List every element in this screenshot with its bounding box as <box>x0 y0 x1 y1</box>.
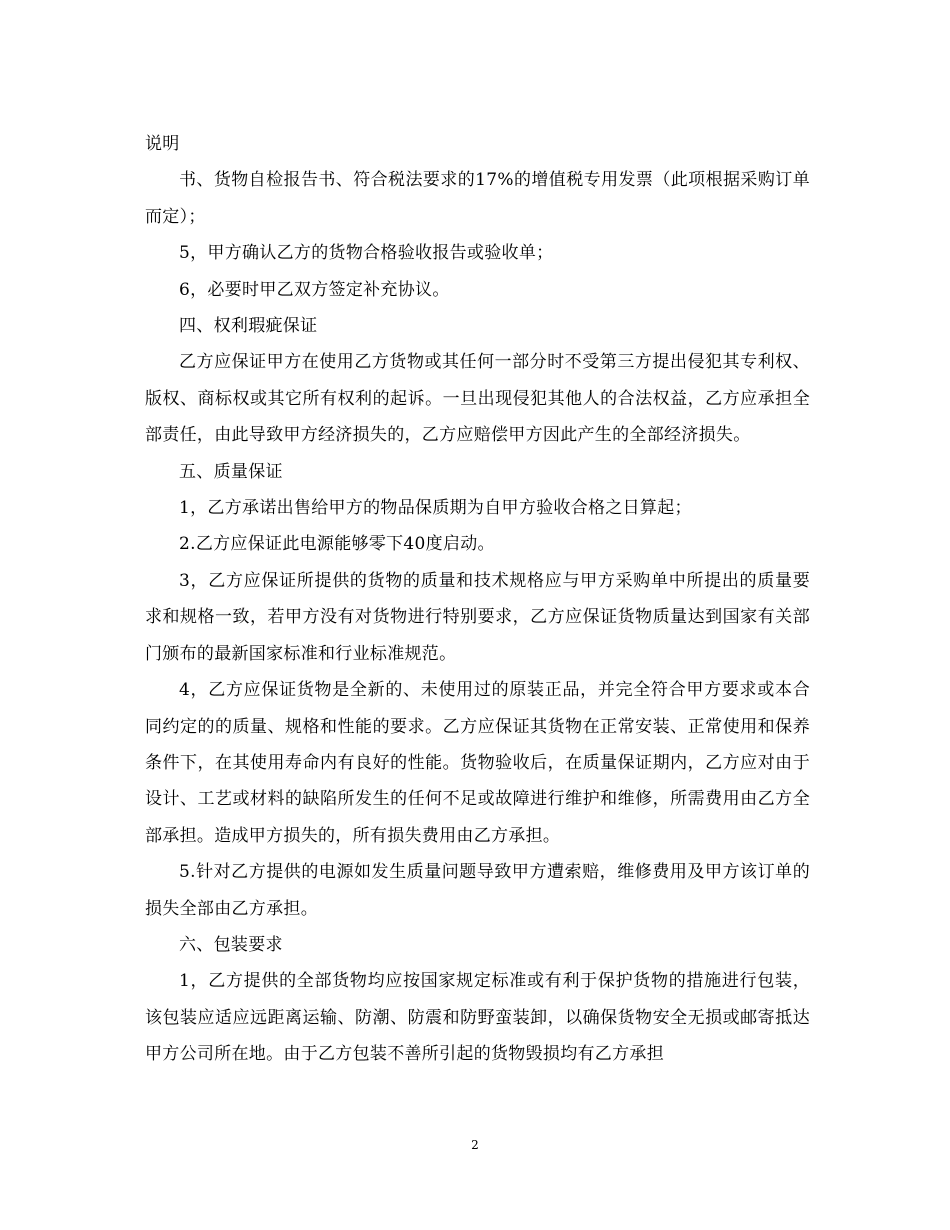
paragraph-documents-list: 书、货物自检报告书、符合税法要求的17%的增值税专用发票（此项根据采购订单而定）； <box>145 170 810 227</box>
list-item-2-cold-start: 2.乙方应保证此电源能够零下40度启动。 <box>179 534 495 555</box>
section-heading-6: 六、包装要求 <box>179 934 283 955</box>
list-item-3-quality-spec: 3，乙方应保证所提供的货物的质量和技术规格应与甲方采购单中所提出的质量要求和规格一致，若甲方没有对货物进行特别要求，乙方应保证货物质量达到国家有关部门颁布的最新国家标准和行业标准规范。 <box>145 570 810 664</box>
section-heading-4: 四、权利瑕疵保证 <box>179 316 318 337</box>
section-heading-5: 五、质量保证 <box>179 461 283 482</box>
document-body <box>145 126 810 1073</box>
list-item-5-acceptance: 5，甲方确认乙方的货物合格验收报告或验收单； <box>179 243 554 264</box>
list-item-6-supplementary: 6，必要时甲乙双方签定补充协议。 <box>179 279 450 300</box>
list-item-1-packaging: 1，乙方提供的全部货物均应按国家规定标准或有利于保护货物的措施进行包装，该包装应适应远距离运输、防潮、防震和防野蛮装卸，以确保货物安全无损或邮寄抵达甲方公司所在地。由于乙方包装不善所引起的货物毁损均有乙方承担 <box>145 971 810 1065</box>
list-item-5-claims: 5.针对乙方提供的电源如发生质量问题导致甲方遭索赔，维修费用及甲方该订单的损失全部由乙方承担。 <box>145 862 810 919</box>
paragraph-rights-warranty: 乙方应保证甲方在使用乙方货物或其任何一部分时不受第三方提出侵犯其专利权、版权、商标权或其它所有权利的起诉。一旦出现侵犯其他人的合法权益，乙方应承担全部责任，由此导致甲方经济损失的，乙方应赔偿甲方因此产生的全部经济损失。 <box>145 352 810 446</box>
list-item-1-warranty-period: 1，乙方承诺出售给甲方的物品保质期为自甲方验收合格之日算起； <box>179 498 692 519</box>
paragraph-continuation: 说明 <box>145 134 180 154</box>
page-number: 2 <box>471 1138 479 1152</box>
list-item-4-new-goods: 4，乙方应保证货物是全新的、未使用过的原装正品，并完全符合甲方要求或本合同约定的的质量、规格和性能的要求。乙方应保证其货物在正常安装、正常使用和保养条件下，在其使用寿命内有良好的性能。货物验收后，在质量保证期内，乙方应对由于设计、工艺或材料的缺陷所发生的任何不足或故障进行维护和维修，所需费用由乙方全部承担。造成甲方损失的，所有损失费用由乙方承担。 <box>145 680 810 846</box>
